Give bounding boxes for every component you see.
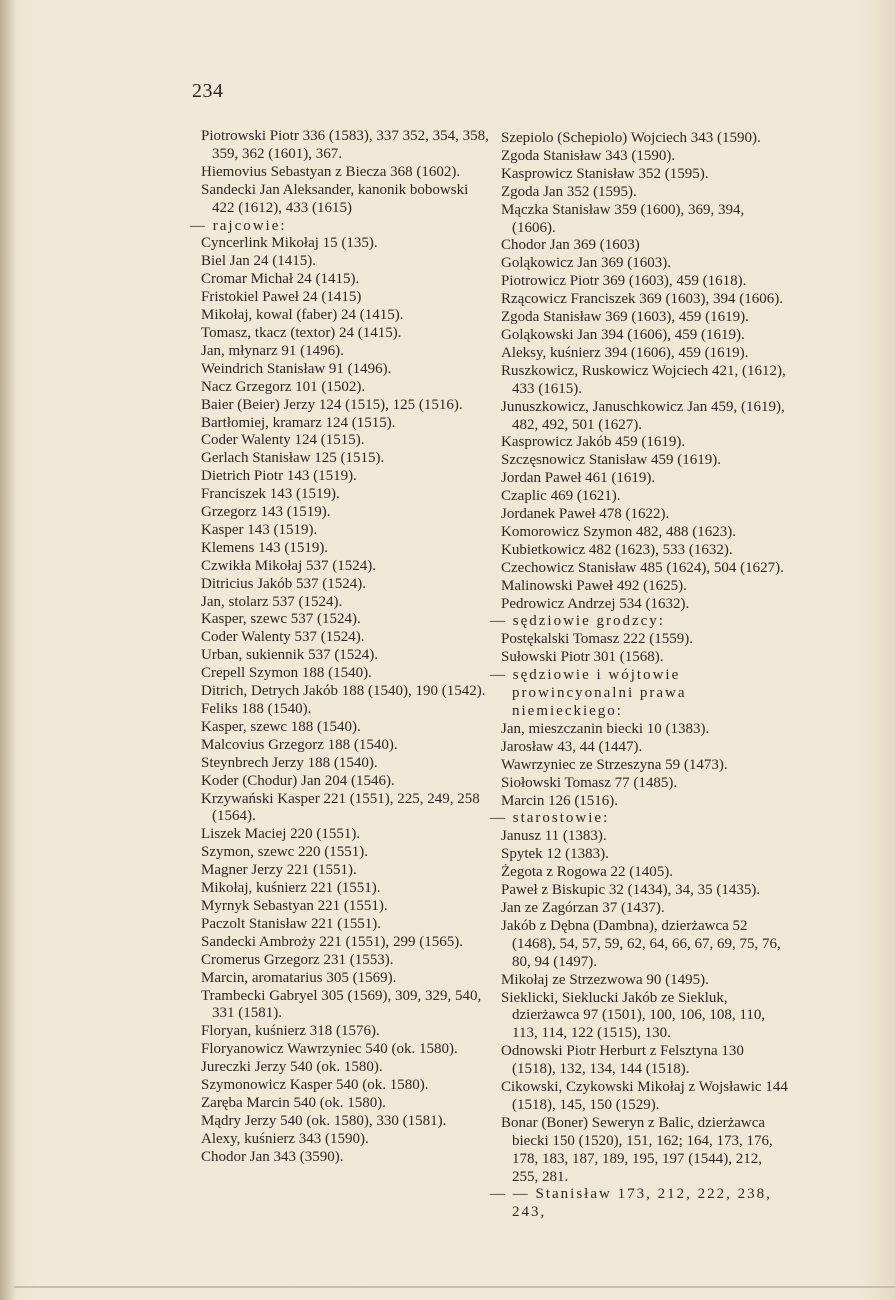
index-entry: Kasper, szewc 188 (1540). [201,718,361,735]
index-entry: Kasper, szewc 537 (1524). [201,611,361,628]
index-entry: Coder Walenty 124 (1515). [201,432,365,449]
index-entry: Kubietkowicz 482 (1623), 533 (1632). [501,541,733,558]
index-entry: Mądry Jerzy 540 (ok. 1580), 330 (1581). [201,1112,447,1129]
index-entry: Janusz 11 (1383). [501,828,607,845]
index-entry: Sandecki Jan Aleksander, kanonik bobowski 422 (1612), 433 (1615) [201,181,469,216]
index-entry: Biel Jan 24 (1415). [201,253,316,270]
index-entry: Fristokiel Paweł 24 (1415) [201,289,362,306]
index-column-left [190,128,490,1167]
index-entry: Zgoda Jan 352 (1595). [501,183,637,200]
index-entry: Sułowski Piotr 301 (1568). [501,649,664,666]
index-entry: Mikołaj, kowal (faber) 24 (1415). [201,307,404,324]
index-entry: Sandecki Ambroży 221 (1551), 299 (1565). [201,933,464,950]
index-entry: Myrnyk Sebastyan 221 (1551). [201,897,388,914]
index-section-heading: — rajcowie: [190,217,287,234]
index-entry: Jakób z Dębna (Dambna), dzierżawca 52 (1468), 54, 57, 59, 62, 64, 66, 67, 69, 75, 76, 80, 94 (1497). [501,917,781,970]
index-entry: Crepell Szymon 188 (1540). [201,665,372,682]
page-number: 234 [192,80,224,102]
index-entry: Alexy, kuśnierz 343 (1590). [201,1130,369,1147]
index-entry: Jordanek Paweł 478 (1622). [501,506,670,523]
index-entry: Jan, stolarz 537 (1524). [201,593,343,610]
index-entry: Czaplic 469 (1621). [501,488,621,505]
index-entry: Goląkowski Jan 394 (1606), 459 (1619). [501,326,745,343]
index-entry: Cikowski, Czykowski Mikołaj z Wojsławic 144 (1518), 145, 150 (1529). [501,1079,788,1113]
index-entry: Goląkowicz Jan 369 (1603). [501,255,671,272]
index-entry: Jordan Paweł 461 (1619). [501,470,656,487]
index-entry: Szczęsnowicz Stanisław 459 (1619). [501,452,721,469]
index-section-heading: — starostowie: [490,810,610,827]
index-column-right [490,130,790,1222]
index-entry: Jarosław 43, 44 (1447). [501,738,643,755]
index-entry: Zgoda Stanisław 343 (1590). [501,147,676,164]
index-entry: Junuszkowicz, Januschkowicz Jan 459, (1619), 482, 492, 501 (1627). [501,398,785,433]
page-bottom-edge [14,1286,895,1288]
index-entry: Marcin 126 (1516). [501,792,619,809]
index-entry: Bonar (Boner) Seweryn z Balic, dzierżawca biecki 150 (1520), 151, 162; 164, 173, 176, 178, 183, 187, 189, 195, 197 (1544), 212, 255, 281. [501,1114,773,1185]
index-entry: Marcin, aromatarius 305 (1569). [201,969,397,986]
index-entry: Zaręba Marcin 540 (ok. 1580). [201,1094,386,1111]
index-entry: Floryan, kuśnierz 318 (1576). [201,1023,380,1040]
index-entry: Odnowski Piotr Herburt z Felsztyna 130 (1518), 132, 134, 144 (1518). [501,1043,744,1078]
index-section-heading: — sędziowie grodzcy: [490,613,665,630]
index-entry: Szymonowicz Kasper 540 (ok. 1580). [201,1077,429,1094]
index-entry: Cyncerlink Mikołaj 15 (135). [201,235,378,252]
index-entry: Tomasz, tkacz (textor) 24 (1415). [201,324,402,341]
index-entry: Cromerus Grzegorz 231 (1553). [201,951,394,968]
page-binding-edge [0,0,16,1300]
index-entry: Mączka Stanisław 359 (1600), 369, 394, (1606). [501,201,745,236]
index-entry: Mikołaj ze Strzezwowa 90 (1495). [501,971,709,988]
index-entry: Kasper 143 (1519). [201,521,318,538]
index-entry: Pedrowicz Andrzej 534 (1632). [501,595,690,612]
index-entry: Rzącowicz Franciszek 369 (1603), 394 (1606). [501,291,783,308]
index-entry: Jan, młynarz 91 (1496). [201,342,344,359]
index-entry: Zgoda Stanisław 369 (1603), 459 (1619). [501,309,749,326]
index-entry: Steynbrech Jerzy 188 (1540). [201,754,378,771]
index-entry: Cromar Michał 24 (1415). [201,271,360,288]
index-entry: Baier (Beier) Jerzy 124 (1515), 125 (1516). [201,396,463,413]
index-section-heading: — sędziowie i wójtowie prowincyonalni prawa niemieckiego: [490,667,687,719]
index-entry: Paweł z Biskupic 32 (1434), 34, 35 (1435). [501,882,761,899]
index-entry: Mikołaj, kuśnierz 221 (1551). [201,880,381,897]
index-entry: Floryanowicz Wawrzyniec 540 (ok. 1580). [201,1041,458,1058]
index-entry: Szymon, szewc 220 (1551). [201,844,369,861]
index-entry: Hiemovius Sebastyan z Biecza 368 (1602). [201,163,461,180]
index-entry: Gerlach Stanisław 125 (1515). [201,450,385,467]
index-entry: Trambecki Gabryel 305 (1569), 309, 329, 540, 331 (1581). [201,987,482,1022]
index-entry: Grzegorz 143 (1519). [201,504,331,521]
index-entry: Malcovius Grzegorz 188 (1540). [201,736,398,753]
index-entry: Komorowicz Szymon 482, 488 (1623). [501,523,736,540]
index-entry: Jureczki Jerzy 540 (ok. 1580). [201,1059,383,1076]
index-entry: Czechowicz Stanisław 485 (1624), 504 (1627). [501,559,784,576]
index-entry: Magner Jerzy 221 (1551). [201,862,357,879]
index-entry: Franciszek 143 (1519). [201,486,340,503]
index-entry: Siołowski Tomasz 77 (1485). [501,774,678,791]
index-entry: Ditricius Jakób 537 (1524). [201,575,366,592]
index-entry: Szepiolo (Schepiolo) Wojciech 343 (1590). [501,130,761,146]
index-section-heading: — — Stanisław 173, 212, 222, 238, 243, [490,1186,772,1221]
index-entry: Krzywański Kasper 221 (1551), 225, 249, 258 (1564). [201,790,480,825]
index-entry: Chodor Jan 369 (1603) [501,237,640,254]
index-entry: Kasprowicz Stanisław 352 (1595). [501,165,709,182]
index-entry: Jan ze Zagórzan 37 (1437). [501,899,665,916]
index-entry: Dietrich Piotr 143 (1519). [201,468,357,485]
index-entry: Ditrich, Detrych Jakób 188 (1540), 190 (1542). [201,683,486,700]
index-entry: Wawrzyniec ze Strzeszyna 59 (1473). [501,756,728,773]
index-entry: Paczolt Stanisław 221 (1551). [201,915,381,932]
index-entry: Spytek 12 (1383). [501,846,609,863]
index-entry: Żegota z Rogowa 22 (1405). [501,864,674,881]
index-entry: Urban, sukiennik 537 (1524). [201,647,379,664]
index-entry: Kasprowicz Jakób 459 (1619). [501,434,686,451]
index-entry: Postękalski Tomasz 222 (1559). [501,631,693,648]
index-entry: Malinowski Paweł 492 (1625). [501,577,687,594]
index-entry: Chodor Jan 343 (3590). [201,1148,344,1165]
index-entry: Piotrowicz Piotr 369 (1603), 459 (1618). [501,273,747,290]
index-entry: Feliks 188 (1540). [201,701,312,717]
index-entry: Nacz Grzegorz 101 (1502). [201,378,366,395]
index-entry: Piotrowski Piotr 336 (1583), 337 352, 354, 358, 359, 362 (1601), 367. [201,128,489,162]
index-entry: Ruszkowicz, Ruskowicz Wojciech 421, (1612), 433 (1615). [501,362,786,397]
index-entry: Bartłomiej, kramarz 124 (1515). [201,414,396,431]
index-entry: Weindrich Stanisław 91 (1496). [201,360,392,377]
index-entry: Czwikła Mikołaj 537 (1524). [201,557,376,574]
index-entry: Klemens 143 (1519). [201,539,329,556]
index-entry: Liszek Maciej 220 (1551). [201,826,361,843]
index-entry: Aleksy, kuśnierz 394 (1606), 459 (1619). [501,344,749,361]
index-entry: Sieklicki, Sieklucki Jakób ze Siekluk, dzierżawca 97 (1501), 100, 106, 108, 110, 113, 114, 122 (1515), 130. [501,989,766,1042]
index-entry: Coder Walenty 537 (1524). [201,629,365,646]
index-entry: Koder (Chodur) Jan 204 (1546). [201,772,395,789]
index-entry: Jan, mieszczanin biecki 10 (1383). [501,720,710,737]
